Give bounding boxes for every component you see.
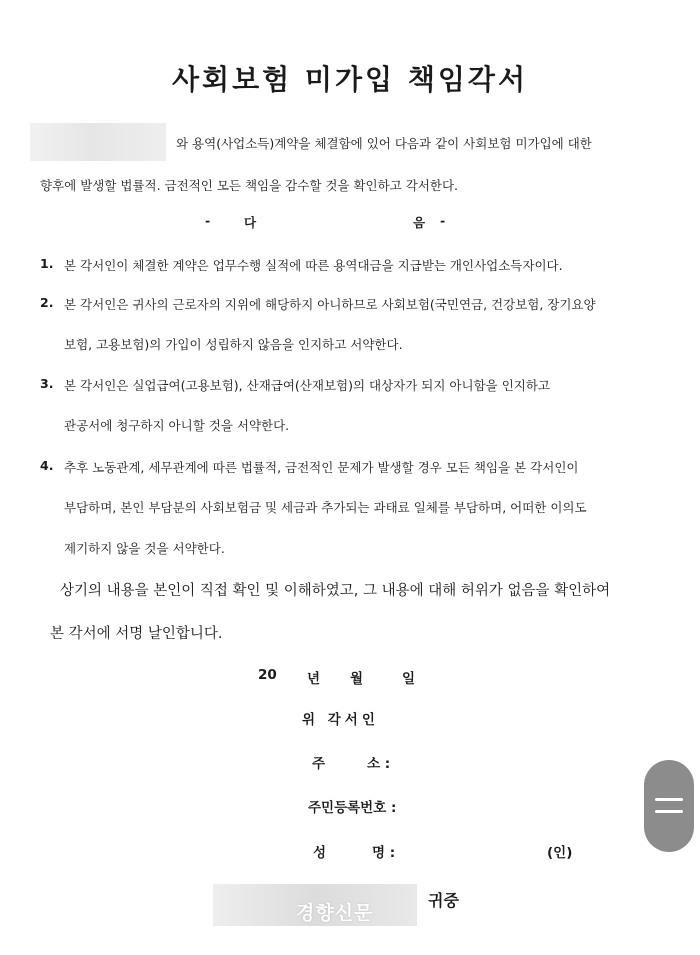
scroll-handle[interactable] (644, 760, 694, 852)
item-4-line-3: 제기하지 않을 것을 서약한다. (64, 541, 225, 556)
item-2-line-1: 본 각서인은 귀사의 근로자의 지위에 해당하지 아니하므로 사회보험(국민연금, 건강보험, 장기요양 (64, 297, 596, 312)
name-label-myeong: 명 : (372, 845, 396, 861)
item-4-line-1: 추후 노동관계, 세무관계에 따른 법률적, 금전적인 문제가 발생할 경우 모든 책임을 본 각서인이 (64, 460, 579, 475)
heading-dash-right: - (440, 213, 446, 228)
seal-mark: (인) (547, 845, 573, 861)
item-1-line-1: 본 각서인이 체결한 계약은 업무수행 실적에 따른 용역대금을 지급받는 개인사업소득자이다. (64, 258, 563, 273)
date-year: 20 (258, 667, 277, 683)
date-month-label: 월 (350, 671, 364, 687)
handle-line-icon (655, 798, 683, 801)
item-3-line-1: 본 각서인은 실업급여(고용보험), 산재급여(산재보험)의 대상자가 되지 아니함을 인지하고 (64, 378, 550, 393)
newspaper-watermark: 경향신문 (296, 902, 374, 924)
date-year-label: 년 (307, 671, 321, 687)
address-label-ju: 주 (312, 756, 326, 772)
item-3-number: 3. (40, 376, 54, 391)
item-4-line-2: 부담하며, 본인 부담분의 사회보험금 및 세금과 추가되는 과태료 일체를 부담하며, 어떠한 이의도 (64, 500, 587, 515)
item-1-number: 1. (40, 256, 54, 271)
heading-da: 다 (244, 215, 257, 230)
redacted-company-name (30, 123, 166, 161)
closing-line-1: 상기의 내용을 본인이 직접 확인 및 이해하였고, 그 내용에 대해 허위가 없음을 확인하여 (60, 583, 611, 599)
item-4-number: 4. (40, 458, 54, 473)
document-title: 사회보험 미가입 책임각서 (171, 63, 529, 96)
resident-id-label: 주민등록번호 : (308, 800, 397, 816)
address-label-so: 소 : (367, 756, 391, 772)
heading-dash-left: - (205, 213, 211, 228)
heading-eum: 음 (413, 215, 426, 230)
recipient-suffix: 귀중 (428, 891, 459, 910)
closing-line-2: 본 각서에 서명 날인합니다. (50, 626, 223, 642)
item-2-line-2: 보험, 고용보험)의 가입이 성립하지 않음을 인지하고 서약한다. (64, 337, 403, 352)
signer-heading: 위 각서인 (302, 712, 379, 728)
name-label-seong: 성 (313, 845, 327, 861)
intro-line-2: 향후에 발생할 법률적. 금전적인 모든 책임을 감수할 것을 확인하고 각서한다. (40, 178, 459, 193)
date-day-label: 일 (402, 671, 416, 687)
intro-line-1: 와 용역(사업소득)계약을 체결함에 있어 다음과 같이 사회보험 미가입에 대한 (176, 136, 592, 151)
item-2-number: 2. (40, 295, 54, 310)
item-3-line-2: 관공서에 청구하지 아니할 것을 서약한다. (64, 418, 290, 433)
handle-line-icon (655, 810, 683, 813)
